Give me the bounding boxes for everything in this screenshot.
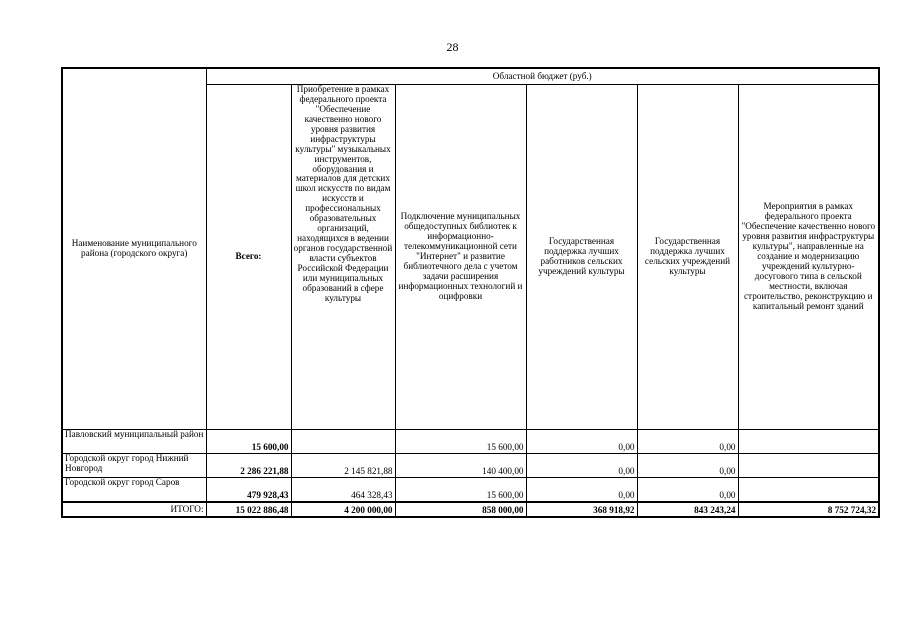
budget-table [61, 67, 880, 518]
row-cell: 0,00 [637, 430, 738, 454]
totals-cell: 368 918,92 [526, 502, 637, 517]
column-header-libraries: Подключение муниципальных общедоступных библиотек к информационно-телекоммуникационной сети "Интернет" и развитие библиотечного дела с учетом задачи расширения информационных технологий и оцифровки [395, 85, 526, 430]
totals-cell: 8 752 724,32 [738, 502, 879, 517]
totals-cell: 4 200 000,00 [291, 502, 395, 517]
row-total: 2 286 221,88 [206, 454, 291, 478]
row-cell: 15 600,00 [395, 478, 526, 503]
row-cell: 2 145 821,88 [291, 454, 395, 478]
row-cell: 464 328,43 [291, 478, 395, 503]
table-row [62, 454, 879, 478]
row-cell: 140 400,00 [395, 454, 526, 478]
column-header-instruments: Приобретение в рамках федерального проекта "Обеспечение качественно нового уровня развития инфраструктуры культуры" музыкальных инструментов, оборудования и материалов для детских школ искусств по видам искусств и профессиональных образовательных организаций, находящихся в ведении органов государственной власти субъектов Российской Федерации или муниципальных образований в сфере культуры [291, 85, 395, 430]
row-total: 15 600,00 [206, 430, 291, 454]
row-cell: 0,00 [637, 454, 738, 478]
row-cell: 15 600,00 [395, 430, 526, 454]
totals-row [62, 502, 879, 517]
name-column-header: Наименование муниципального района (городского округа) [62, 68, 206, 430]
row-cell: 0,00 [526, 430, 637, 454]
column-header-rural-workers: Государственная поддержка лучших работников сельских учреждений культуры [526, 85, 637, 430]
row-name: Павловский муниципальный район [62, 430, 206, 454]
row-cell: 0,00 [526, 478, 637, 503]
row-cell [291, 430, 395, 454]
row-name: Городской округ город Саров [62, 478, 206, 503]
row-cell [738, 454, 879, 478]
row-total: 479 928,43 [206, 478, 291, 503]
totals-cell: 843 243,24 [637, 502, 738, 517]
budget-header: Областной бюджет (руб.) [206, 68, 879, 85]
row-cell: 0,00 [637, 478, 738, 503]
table-row [62, 478, 879, 503]
totals-total: 15 022 886,48 [206, 502, 291, 517]
row-name: Городской округ город Нижний Новгород [62, 454, 206, 478]
totals-label: ИТОГО: [62, 502, 206, 517]
column-header-cultural-centers: Мероприятия в рамках федерального проекта "Обеспечение качественно нового уровня развития инфраструктуры культуры", направленные на создание и модернизацию учреждений культурно-досугового типа в сельской местности, включая строительство, реконструкцию и капитальный ремонт зданий [738, 85, 879, 430]
table-row [62, 430, 879, 454]
total-column-header: Всего: [206, 85, 291, 430]
row-cell [738, 478, 879, 503]
row-cell: 0,00 [526, 454, 637, 478]
page-number: 28 [446, 40, 459, 54]
header-row-top [62, 68, 879, 85]
column-header-rural-institutions: Государственная поддержка лучших сельских учреждений культуры [637, 85, 738, 430]
totals-cell: 858 000,00 [395, 502, 526, 517]
row-cell [738, 430, 879, 454]
